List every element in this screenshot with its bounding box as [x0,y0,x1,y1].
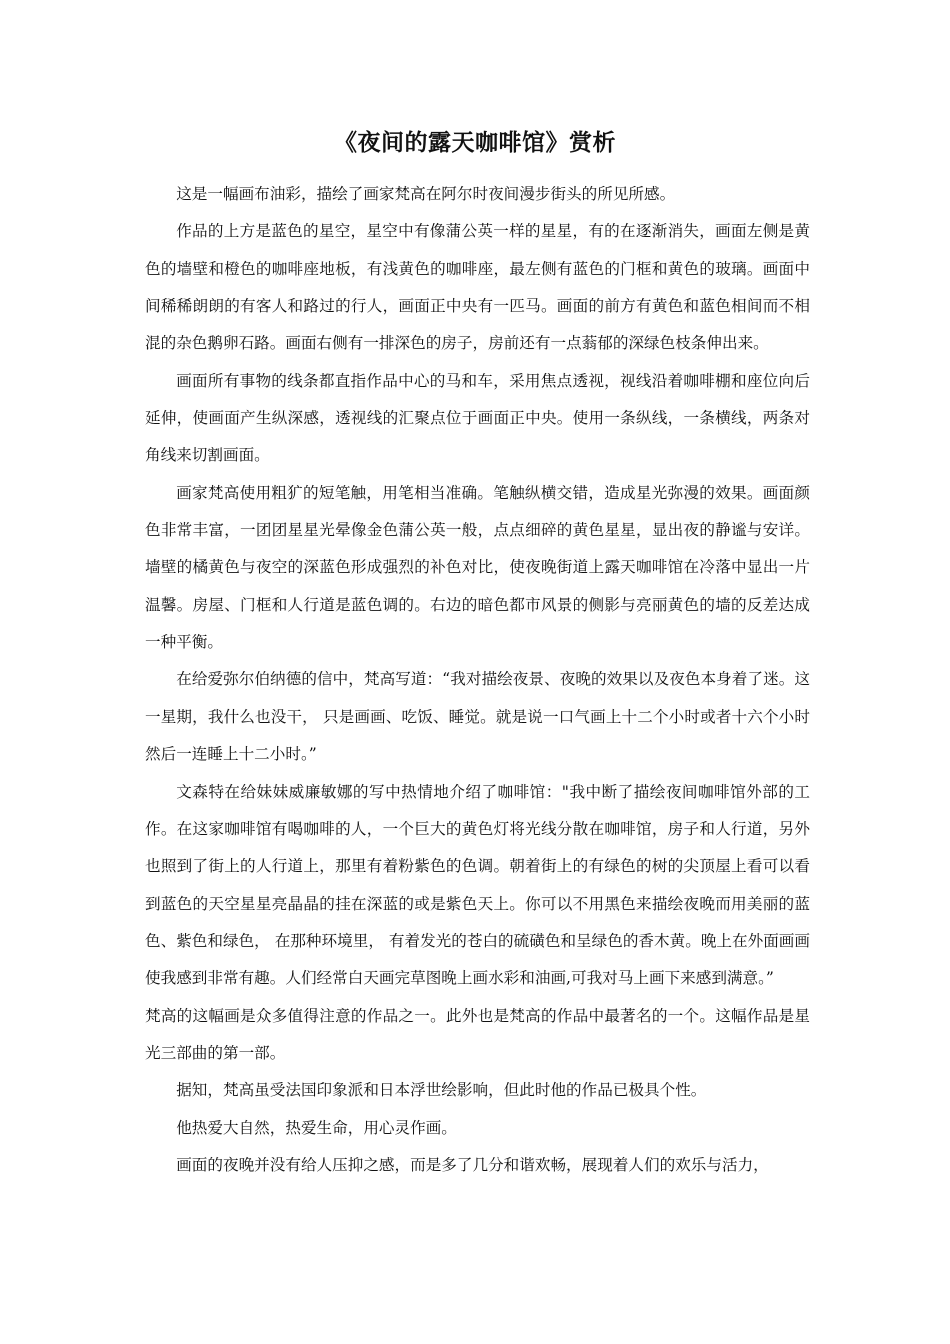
paragraph-fame: 梵高的这幅画是众多值得注意的作品之一。此外也是梵高的作品中最著名的一个。这幅作品是星光三部曲的第一部。 [145,1006,810,1062]
paragraph-love-nature: 他热爱大自然，热爱生命，用心灵作画。 [176,1118,457,1137]
paragraph-brushwork: 画家梵高使用粗犷的短笔触，用笔相当准确。笔触纵横交错，造成星光弥漫的效果。画面颜色非常丰富，一团团星星光晕像金色蒲公英一般，点点细碎的黄色星星，显出夜的静谧与安详。墙壁的橘黄色与夜空的深蓝色形成强烈的补色对比，使夜晚街道上露天咖啡馆在冷落中显出一片温馨。房屋、门框和人行道是蓝色调的。右边的暗色都市风景的侧影与亮丽黄色的墙的反差达成一种平衡。 [145,483,810,652]
paragraph-intro: 这是一幅画布油彩，描绘了画家梵高在阿尔时夜间漫步街头的所见所感。 [176,185,676,203]
paragraph-composition: 作品的上方是蓝色的星空，星空中有像蒲公英一样的星星，有的在逐渐消失，画面左侧是黄色的墙壁和橙色的咖啡座地板，有浅黄色的咖啡座，最左侧有蓝色的门框和黄色的玻璃。画面中间稀稀朗朗的有客人和路过的行人，画面正中央有一匹马。画面的前方有黄色和蓝色相间而不相混的杂色鹅卵石路。画面右侧有一排深色的房子，房前还有一点蓊郁的深绿色枝条伸出来。 [145,222,810,353]
paragraph-perspective: 画面所有事物的线条都直指作品中心的马和车，采用焦点透视，视线沿着咖啡棚和座位向后延伸，使画面产生纵深感，透视线的汇聚点位于画面正中央。使用一条纵线，一条横线，两条对角线来切割画面。 [145,371,810,465]
paragraph-letter-wilhelmina: 文森特在给妹妹威廉敏娜的写中热情地介绍了咖啡馆："我中断了描绘夜间咖啡馆外部的工作。在这家咖啡馆有喝咖啡的人，一个巨大的黄色灯将光线分散在咖啡馆，房子和人行道，另外也照到了街上的人行道上，那里有着粉紫色的色调。朝着街上的有绿色的树的尖顶屋上看可以看到蓝色的天空星星亮晶晶的挂在深蓝的或是紫色天上。你可以不用黑色来描绘夜晚而用美丽的蓝色、紫色和绿色， 在那种环境里， 有着发光的苍白的硫磺色和呈绿色的香木黄。晚上在外面画画使我感到非常有趣。人们经常白天画完草图晚上画水彩和油画,可我对马上画下来感到满意。” [145,782,810,988]
paragraph-letter-bernard: 在给爱弥尔伯纳德的信中，梵高写道：“我对描绘夜景、夜晚的效果以及夜色本身着了迷。这一星期，我什么也没干， 只是画画、吃饭、睡觉。就是说一口气画上十二个小时或者十六个小时然后一连睡上十二小时。” [145,670,810,764]
document-title: 《夜间的露天咖啡馆》赏析 [334,129,616,156]
paragraph-night-mood: 画面的夜晚并没有给人压抑之感，而是多了几分和谐欢畅，展现着人们的欢乐与活力， [176,1155,769,1174]
paragraph-influence: 据知，梵高虽受法国印象派和日本浮世绘影响，但此时他的作品已极具个性。 [176,1081,707,1100]
document-body [145,176,810,1184]
